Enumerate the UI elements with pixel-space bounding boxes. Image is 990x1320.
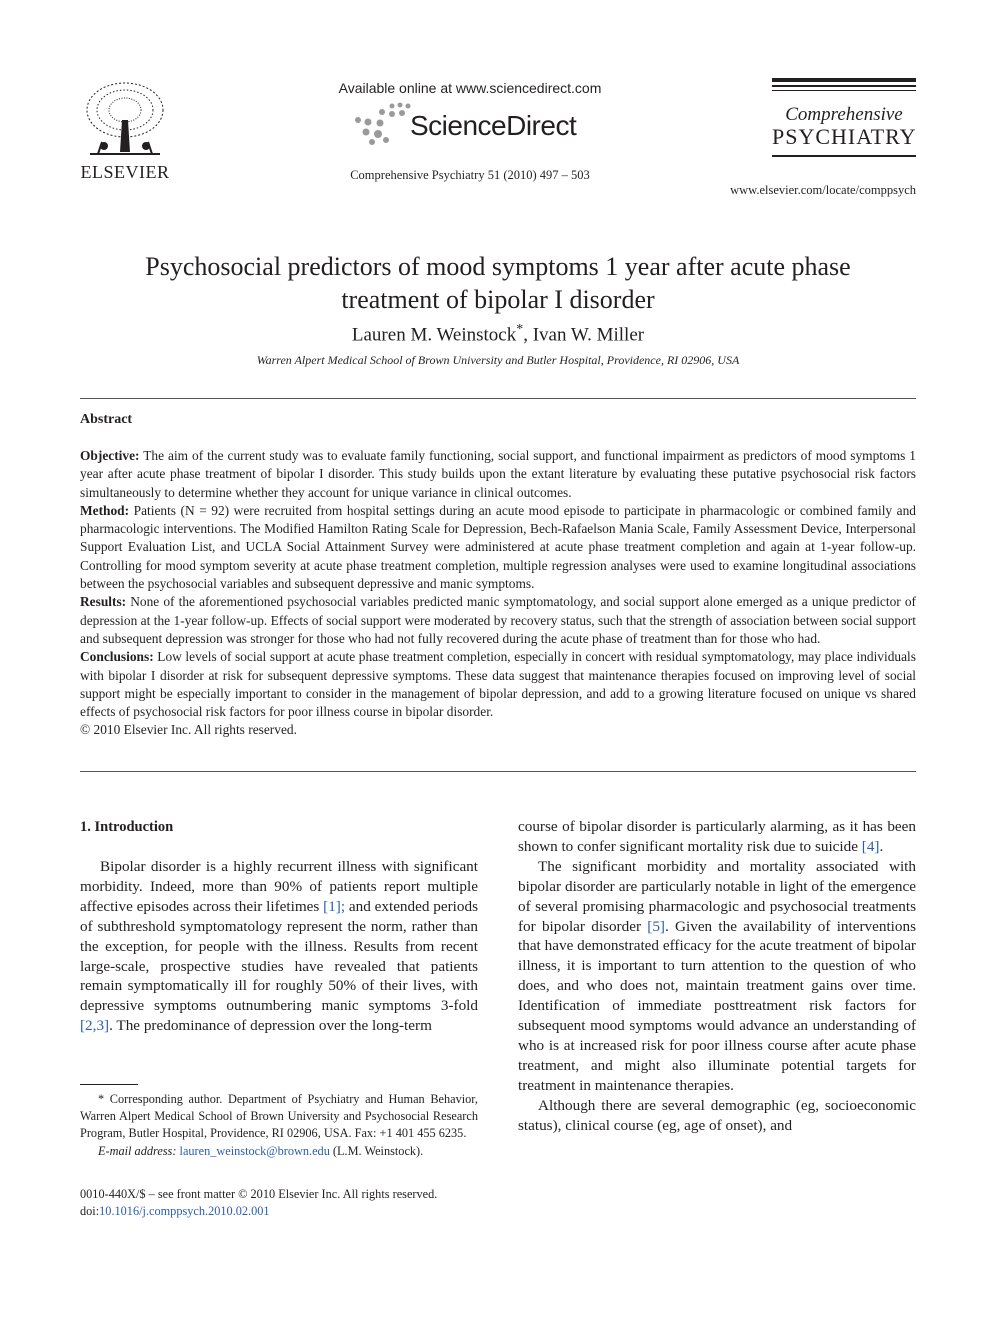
corresponding-author-footnote	[80, 1091, 478, 1160]
section-heading-introduction: 1. Introduction	[80, 819, 174, 835]
sciencedirect-logo	[352, 102, 592, 148]
affiliation: Warren Alpert Medical School of Brown University and Butler Hospital, Providence, RI 02906, USA	[256, 353, 740, 367]
sciencedirect-wordmark: ScienceDirect	[410, 110, 577, 141]
intro-r2-text-a: The significant morbidity and mortality associated with bipolar disorder are particularly notable in light of the emergence of several promising pharmacologic and psychosocial treatments for bipolar disorder	[518, 857, 916, 935]
doi-line	[80, 1203, 478, 1220]
citation-link-5[interactable]: [5]	[647, 917, 665, 935]
email-line	[80, 1143, 478, 1160]
intro-r1-text-a: course of bipolar disorder is particularly alarming, as it has been shown to confer significant mortality risk due to suicide	[518, 818, 916, 855]
journal-url: www.elsevier.com/locate/comppsych	[730, 183, 916, 197]
abstract-method	[80, 502, 916, 593]
intro-p1-text-c: . The predominance of depression over the long-term	[109, 1017, 432, 1035]
corresponding-mark[interactable]: *	[516, 322, 524, 337]
author-2: Ivan W. Miller	[532, 324, 645, 346]
intro-r1-text-b: .	[879, 837, 884, 855]
abstract-objective	[80, 447, 916, 502]
journal-name-line1: Comprehensive	[785, 104, 903, 125]
email-owner: (L.M. Weinstock).	[329, 1143, 424, 1158]
abstract-results	[80, 593, 916, 648]
available-online-text: Available online at www.sciencedirect.com	[338, 80, 602, 96]
citation-link-4[interactable]: [4]	[861, 837, 880, 855]
intro-r2-text-b: . Given the availability of interventions that have demonstrated efficacy for the acute treatment of bipolar illness, it is important to turn attention to the question of who does, and who does not, maintain treatment gains over time. Identification of immediate posttreatment risk factors for subsequent mood symptoms would advance an understanding of who is at increased risk for poor illness course after acute phase treatment, and might also illuminate potential targets for treatment in maintenance therapies.	[518, 917, 916, 1094]
results-text: None of the aforementioned psychosocial variables predicted manic symptomatology, and social support alone emerged as a unique predictor of depression at the 1-year follow-up. Effects of social support were moderated by recovery status, such that the strength of association between social support and subsequent depression was stronger for those who had not fully recovered during the acute phase of treatment than for those who had.	[80, 594, 916, 646]
objective-label: Objective:	[80, 448, 140, 463]
elsevier-logo	[78, 80, 172, 184]
title-line2: treatment of bipolar I disorder	[341, 285, 655, 314]
journal-name-line2: PSYCHIATRY	[772, 124, 917, 149]
intro-paragraph-1	[80, 857, 478, 1036]
elsevier-tree-icon	[82, 80, 168, 160]
method-text: Patients (N = 92) were recruited from hospital settings during an acute mood episode to participate in pharmacologic or combined family and pharmacologic interventions. The Modified Hamilton Rating Scale for Depression, Bech-Rafaelson Mania Scale, Family Assessment Device, Interpersonal Support Evaluation List, and UCLA Social Attainment Survey were administered at acute phase treatment completion and again at 1-year follow-up. Controlling for mood symptom severity at acute phase treatment completion, multiple regression analyses were used to examine longitudinal associations between the psychosocial variables and subsequent depressive and manic symptoms.	[80, 502, 916, 592]
sciencedirect-dots-icon	[352, 102, 414, 148]
front-matter	[80, 1186, 478, 1220]
author-1: Lauren M. Weinstock	[351, 324, 517, 346]
method-label: Method:	[80, 502, 130, 518]
corresponding-author-text: * Corresponding author. Department of Psychiatry and Human Behavior, Warren Alpert Medical School of Brown University and Psychosocial Research Program, Butler Hospital, Providence, RI 02906, USA. Fax: +1 401 455 6235.	[80, 1092, 478, 1141]
footnote-rule	[80, 1084, 138, 1085]
right-column	[518, 817, 916, 1136]
conclusions-text: Low levels of social support at acute phase treatment completion, especially in concert with residual symptomatology, may place individuals with bipolar I disorder at risk for subsequent depressive symptoms. These data suggest that maintenance therapies focused on improving level of social support might be especially important to consider in the management of bipolar depression, and add to a growing literature focused on unique vs shared effects of psychosocial risk factors for poor illness course in bipolar disorder.	[80, 649, 916, 720]
doi-link[interactable]: 10.1016/j.comppsych.2010.02.001	[99, 1204, 270, 1218]
abstract-top-rule	[80, 398, 916, 399]
publisher-name: ELSEVIER	[80, 162, 170, 182]
intro-paragraph-1-continued	[518, 817, 916, 857]
doi-label: doi:	[80, 1204, 100, 1218]
author-list	[80, 322, 916, 346]
journal-masthead-divider	[772, 155, 916, 157]
journal-masthead-rules	[772, 78, 916, 94]
abstract-conclusions	[80, 648, 916, 721]
citation-link-2-3[interactable]: [2,3]	[80, 1017, 110, 1035]
author-separator: ,	[523, 324, 533, 346]
abstract-heading: Abstract	[80, 412, 133, 427]
intro-paragraph-3: Although there are several demographic (eg, socioeconomic status), clinical course (eg, age of onset), and	[518, 1096, 916, 1134]
front-matter-text: 0010-440X/$ – see front matter © 2010 Elsevier Inc. All rights reserved.	[80, 1187, 438, 1201]
email-link[interactable]: lauren_weinstock@brown.edu	[179, 1143, 330, 1158]
conclusions-label: Conclusions:	[80, 649, 154, 665]
citation-link-1[interactable]: [1];	[323, 897, 346, 915]
intro-paragraph-2	[518, 857, 916, 1096]
article-title	[80, 250, 916, 316]
title-line1: Psychosocial predictors of mood symptoms 1 year after acute phase	[145, 252, 851, 281]
intro-p1-text-b: and extended periods of subthreshold symptomatology represent the norm, rather than the exception, for people with the illness. Results from recent large-scale, prospective studies have revealed that patients remain symptomatically ill for roughly 50% of their lives, with depressive symptoms outnumbering manic symptoms 3-fold	[80, 897, 478, 1015]
email-label: E-mail address:	[98, 1143, 177, 1158]
abstract-body	[80, 447, 916, 740]
abstract-bottom-rule	[80, 771, 916, 772]
objective-text: The aim of the current study was to evaluate family functioning, social support, and functional impairment as predictors of mood symptoms 1 year after acute phase treatment of bipolar I disorder. This study builds upon the extant literature by evaluating these putative psychosocial risk factors simultaneously to determine whether they account for unique variance in clinical outcomes.	[80, 448, 916, 500]
results-label: Results:	[80, 594, 127, 610]
abstract-copyright: © 2010 Elsevier Inc. All rights reserved.	[80, 722, 297, 738]
journal-citation: Comprehensive Psychiatry 51 (2010) 497 – 503	[350, 168, 590, 182]
left-column	[80, 817, 478, 1036]
intro-p1-text-a: Bipolar disorder is a highly recurrent illness with significant morbidity. Indeed, more than 90% of patients report multiple affective episodes across their lifetimes	[80, 858, 478, 915]
